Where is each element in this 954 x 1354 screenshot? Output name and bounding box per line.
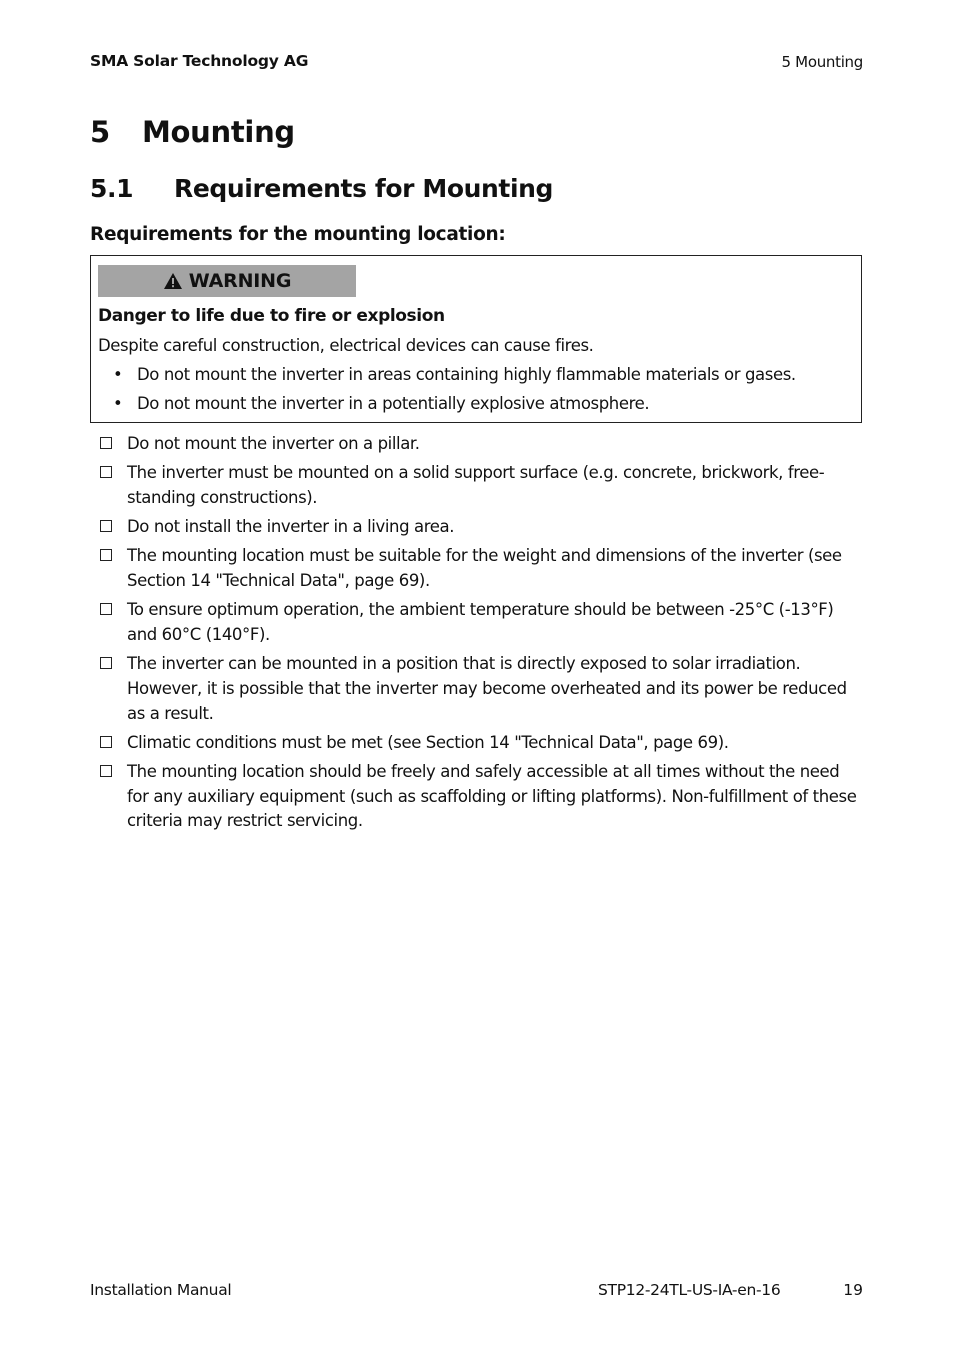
requirement-text: Climatic conditions must be met (see Section 14 "Technical Data", page 69). — [127, 732, 729, 752]
page-number: 19 — [843, 1281, 863, 1299]
chapter-number: 5 — [90, 115, 110, 149]
section-title: Requirements for Mounting — [174, 174, 554, 203]
requirement-text: The inverter must be mounted on a solid support surface (e.g. concrete, brickwork, free-standing constructions). — [127, 463, 825, 507]
warning-bullet-text: Do not mount the inverter in areas containing highly flammable materials or gases. — [137, 365, 796, 384]
list-item — [100, 461, 865, 510]
document-id: STP12-24TL-US-IA-en-16 — [598, 1281, 781, 1299]
warning-bullet — [113, 394, 649, 413]
checkbox-icon — [100, 520, 112, 532]
list-item — [100, 731, 865, 756]
checkbox-icon — [100, 657, 112, 669]
list-item — [100, 652, 865, 726]
requirement-text: Do not install the inverter in a living area. — [127, 517, 455, 537]
list-item — [100, 598, 865, 647]
warning-title: Danger to life due to fire or explosion — [98, 306, 445, 326]
requirement-text: The inverter can be mounted in a position that is directly exposed to solar irradiation. However, it is possible that the inverter may become overheated and its power be reduced as a result. — [127, 654, 847, 723]
chapter-title: Mounting — [142, 115, 295, 149]
bullet-dot: • — [113, 394, 123, 413]
requirements-list — [100, 432, 865, 839]
warning-bullet-text: Do not mount the inverter in a potentially explosive atmosphere. — [137, 394, 650, 413]
section-heading — [90, 174, 553, 203]
warning-description: Despite careful construction, electrical devices can cause fires. — [98, 336, 594, 355]
checkbox-icon — [100, 437, 112, 449]
list-item — [100, 432, 865, 457]
section-number: 5.1 — [90, 174, 134, 203]
requirement-text: Do not mount the inverter on a pillar. — [127, 434, 420, 453]
running-section-title: 5 Mounting — [781, 53, 863, 71]
list-item — [100, 515, 865, 540]
requirement-text: To ensure optimum operation, the ambient temperature should be between -25°C (-13°F) and 60°C (140°F). — [127, 600, 834, 644]
chapter-heading — [90, 115, 295, 149]
list-item — [100, 544, 865, 593]
warning-label-text: WARNING — [188, 270, 292, 292]
list-item — [100, 760, 865, 834]
checkbox-icon — [100, 603, 112, 615]
checkbox-icon — [100, 765, 112, 777]
warning-box — [90, 255, 862, 423]
warning-triangle-icon — [163, 272, 183, 290]
checkbox-icon — [100, 736, 112, 748]
checkbox-icon — [100, 549, 112, 561]
document-type: Installation Manual — [90, 1281, 232, 1299]
warning-bullet — [113, 365, 796, 384]
requirement-text: The mounting location must be suitable for the weight and dimensions of the inverter (see Section 14 "Technical Data", page 69). — [127, 546, 842, 591]
subheading: Requirements for the mounting location: — [90, 224, 506, 245]
warning-label — [98, 265, 356, 297]
company-name: SMA Solar Technology AG — [90, 52, 309, 70]
requirement-text: The mounting location should be freely and safely accessible at all times without the need for any auxiliary equipment (such as scaffolding or lifting platforms). Non-fulfillment of these criteria may restrict servicing. — [127, 761, 857, 831]
bullet-dot: • — [113, 365, 123, 384]
checkbox-icon — [100, 466, 112, 478]
